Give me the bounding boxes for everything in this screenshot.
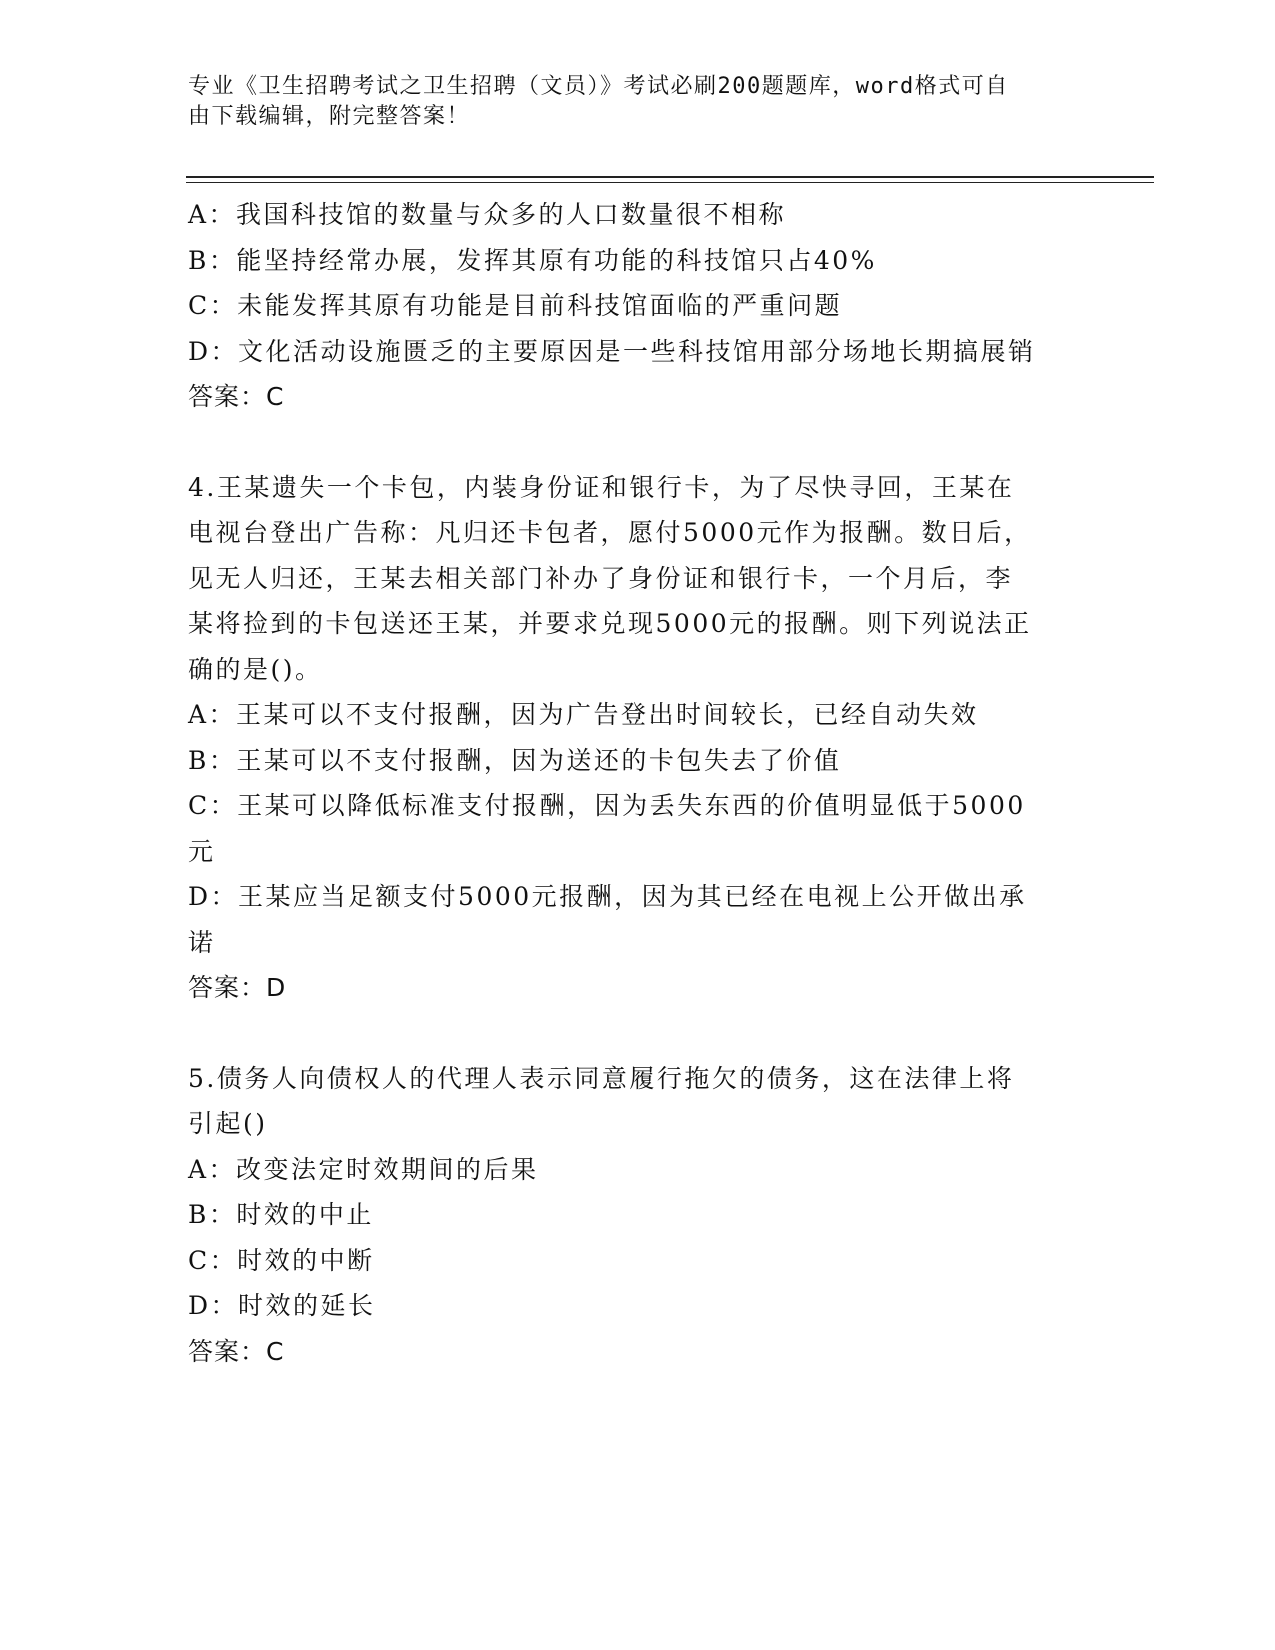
option-d: D：王某应当足额支付5000元报酬，因为其已经在电视上公开做出承	[188, 882, 1027, 911]
answer: 答案：C	[188, 382, 285, 411]
answer: 答案：D	[188, 973, 287, 1002]
question-stem-line: 见无人归还，王某去相关部门补办了身份证和银行卡，一个月后，李	[188, 563, 1014, 593]
option-d: D：时效的延长	[188, 1291, 376, 1320]
option-d: D：文化活动设施匮乏的主要原因是一些科技馆用部分场地长期搞展销	[188, 336, 1036, 366]
option-c: C：未能发挥其原有功能是目前科技馆面临的严重问题	[188, 291, 843, 320]
question-4	[188, 465, 1068, 1011]
spacer	[188, 1011, 1068, 1056]
option-b: B：能坚持经常办展，发挥其原有功能的科技馆只占40%	[188, 245, 877, 275]
option-d-continued: 诺	[188, 927, 216, 957]
option-b: B：王某可以不支付报酬，因为送还的卡包失去了价值	[188, 745, 842, 775]
header-line-1: 专业《卫生招聘考试之卫生招聘（文员）》考试必刷200题题库，word格式可自	[188, 74, 1009, 99]
option-c: C：时效的中断	[188, 1245, 375, 1275]
option-a: A：我国科技馆的数量与众多的人口数量很不相称	[188, 200, 787, 229]
question-5	[188, 1056, 1068, 1375]
header-divider-thick	[186, 176, 1154, 178]
option-c-continued: 元	[188, 836, 216, 866]
question-list	[188, 192, 1068, 1374]
spacer	[188, 420, 1068, 465]
answer: 答案：C	[188, 1336, 285, 1366]
question-stem-line: 某将捡到的卡包送还王某，并要求兑现5000元的报酬。则下列说法正	[188, 609, 1032, 638]
question-stem-line: 4.王某遗失一个卡包，内装身份证和银行卡，为了尽快寻回，王某在	[188, 472, 1015, 502]
header-divider-thin	[186, 182, 1154, 183]
option-b: B：时效的中止	[188, 1200, 374, 1229]
question-stem-line: 确的是()。	[188, 654, 323, 684]
question-3	[188, 192, 1068, 420]
option-a: A：王某可以不支付报酬，因为广告登出时间较长，已经自动失效	[188, 700, 979, 729]
document-header	[188, 72, 1068, 132]
option-c: C：王某可以降低标准支付报酬，因为丢失东西的价值明显低于5000	[188, 791, 1026, 820]
header-line-2: 由下载编辑，附完整答案！	[188, 104, 471, 129]
question-stem-line: 引起()	[188, 1109, 268, 1138]
question-stem-line: 5.债务人向债权人的代理人表示同意履行拖欠的债务，这在法律上将	[188, 1063, 1015, 1093]
option-a: A：改变法定时效期间的后果	[188, 1154, 539, 1184]
question-stem-line: 电视台登出广告称：凡归还卡包者，愿付5000元作为报酬。数日后，	[188, 518, 1032, 547]
